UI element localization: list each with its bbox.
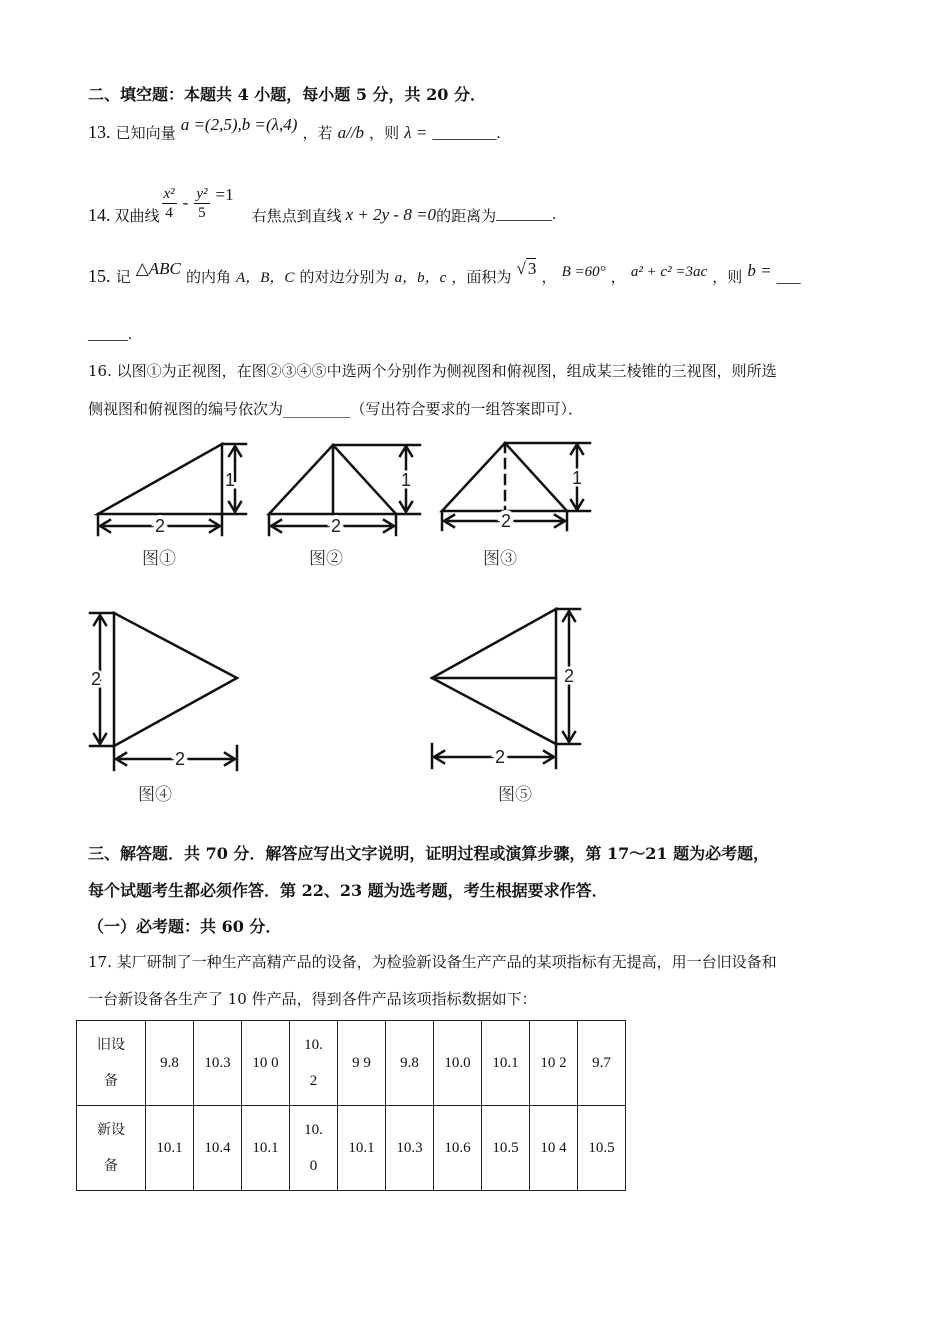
- q15-text-8: ，: [610, 268, 626, 286]
- table-cell: 10 4: [530, 1106, 578, 1191]
- q13-number: 13.: [88, 122, 111, 142]
- table-cell: 10.0: [434, 1021, 482, 1106]
- table-cell: [290, 1106, 338, 1191]
- fig4-height-label: 2: [90, 669, 102, 689]
- new-label-line-1: 新设: [97, 1122, 125, 1138]
- fig1-height-label: 1: [224, 470, 236, 490]
- table-cell: 10.6: [434, 1106, 482, 1191]
- fig5-height-label: 2: [563, 666, 575, 686]
- q13-parallel: a//b: [337, 123, 365, 142]
- q15-text-9: ，则: [712, 268, 743, 286]
- section3-line-1: 三、解答题．共 70 分．解答应写出文字说明，证明过程或演算步骤，第 17～21 题为必考题，: [88, 844, 770, 863]
- table-cell: 10.1: [146, 1106, 194, 1191]
- q16-line-1: 16. 以图①为正视图，在图②③④⑤中选两个分别作为侧视图和俯视图，组成某三棱锥的三视图，则所选: [88, 362, 777, 380]
- q13-lambda: λ =: [404, 123, 428, 142]
- fig3-width-label: 2: [500, 511, 512, 531]
- table-cell-line: 10.: [304, 1037, 323, 1053]
- q14-fraction-x-num: x²: [163, 185, 175, 202]
- table-cell: 9.8: [386, 1021, 434, 1106]
- fig1-width-label: 2: [154, 516, 166, 536]
- required-section-title: （一）必考题：共 60 分．: [88, 917, 282, 936]
- q13-vectors: a =(2,5),b =(λ,4): [180, 115, 298, 134]
- fig5-caption: 图⑤: [498, 785, 532, 805]
- figure-1-right-triangle: [98, 444, 246, 535]
- old-label-line-1: 旧设: [97, 1037, 125, 1053]
- table-cell: 10.1: [482, 1021, 530, 1106]
- q15-angle-b: B =60°: [561, 264, 606, 280]
- q14-text-2: 右焦点到直线: [251, 206, 342, 225]
- fig2-caption: 图②: [309, 549, 343, 569]
- table-cell-line: 2: [309, 1073, 318, 1089]
- old-equipment-label: [77, 1021, 146, 1106]
- q15-angles: A，B，C: [236, 270, 295, 286]
- new-equipment-label: [77, 1106, 146, 1191]
- figure-4-triangle-right-pointing: [90, 613, 237, 770]
- table-cell: 10 0: [242, 1021, 290, 1106]
- q15-text-2: 的内角: [185, 268, 231, 286]
- q15-sides: a，b，c: [394, 270, 447, 286]
- table-row-old: [77, 1021, 626, 1106]
- q15-area-sqrt: √ 3: [516, 259, 537, 278]
- q17-line-1: 17. 某厂研制了一种生产高精产品的设备，为检验新设备生产产品的某项指标有无提高，用一台旧设备和: [88, 953, 777, 971]
- q14-blank: _______.: [496, 206, 557, 223]
- q14-number: 14.: [88, 204, 111, 225]
- q15-number: 15.: [88, 266, 111, 286]
- q15-text-4: 的对边分别为: [299, 268, 390, 286]
- q15-relation: a² + c² =3ac: [630, 264, 708, 280]
- q15-text-6: ，面积为: [451, 268, 512, 286]
- q13-text-1: 已知向量: [115, 124, 176, 142]
- q14-minus: -: [182, 193, 189, 212]
- table-cell: [290, 1021, 338, 1106]
- q14-fraction-x-den: 4: [165, 204, 173, 221]
- old-label-line-2: 备: [104, 1073, 118, 1089]
- q14-fraction-y-num: y²: [196, 185, 208, 202]
- new-label-line-2: 备: [104, 1158, 118, 1174]
- q13-text-3: ，则: [369, 124, 400, 142]
- table-cell: 10.4: [194, 1106, 242, 1191]
- q15-blank-2: _____.: [88, 326, 132, 343]
- table-cell: 10.3: [386, 1106, 434, 1191]
- table-cell: 10 2: [530, 1021, 578, 1106]
- fig4-caption: 图④: [138, 785, 172, 805]
- fig4-width-label: 2: [174, 749, 186, 769]
- table-cell-line: 0: [309, 1158, 318, 1174]
- table-cell: 10.1: [338, 1106, 386, 1191]
- figure-3-isosceles-dashed: [442, 443, 590, 530]
- section3-line-2: 每个试题考生都必须作答．第 22、23 题为选考题，考生根据要求作答．: [88, 881, 608, 900]
- q17-line-2: 一台新设备各生产了 10 件产品，得到各件产品该项指标数据如下：: [88, 990, 537, 1008]
- fig1-caption: 图①: [142, 549, 176, 569]
- figure-2-isosceles-solid: [269, 445, 420, 535]
- q14-equals: =1: [215, 185, 234, 204]
- table-cell: 9.8: [146, 1021, 194, 1106]
- table-cell: 10.5: [578, 1106, 626, 1191]
- q15-b-equals: b =: [747, 261, 772, 280]
- q14-line-eq: x + 2y - 8 =0: [345, 205, 437, 224]
- table-row-new: [77, 1106, 626, 1191]
- q14-text-3: 的距离为: [436, 206, 497, 225]
- table-cell: 10.5: [482, 1106, 530, 1191]
- q13-text-2: ，若: [302, 124, 333, 142]
- fig2-width-label: 2: [330, 516, 342, 536]
- q16-line-2: 侧视图和俯视图的编号依次为_________（写出符合要求的一组答案即可）．: [88, 400, 584, 418]
- q15-area-radicand: 3: [527, 259, 537, 278]
- fig3-height-label: 1: [571, 468, 583, 488]
- q15-triangle: △ABC: [135, 259, 181, 278]
- q13-blank: ________.: [432, 125, 501, 142]
- q15-blank-1: ___: [776, 269, 801, 286]
- table-cell: 10.1: [242, 1106, 290, 1191]
- q15-text-1: 记: [115, 268, 131, 286]
- table-cell: 9 9: [338, 1021, 386, 1106]
- fig2-height-label: 1: [400, 470, 412, 490]
- section2-title: 二、填空题：本题共 4 小题，每小题 5 分，共 20 分．: [88, 85, 486, 104]
- q15-text-7: ，: [541, 268, 557, 286]
- q17-data-table: [76, 1020, 626, 1191]
- table-cell: 10.3: [194, 1021, 242, 1106]
- fig5-width-label: 2: [494, 747, 506, 767]
- q14-text-1: 双曲线: [114, 206, 160, 225]
- q14-fraction-y-den: 5: [198, 204, 206, 221]
- figure-5-triangle-left-pointing: [432, 609, 580, 768]
- table-cell: 9.7: [578, 1021, 626, 1106]
- fig3-caption: 图③: [483, 549, 517, 569]
- table-cell-line: 10.: [304, 1122, 323, 1138]
